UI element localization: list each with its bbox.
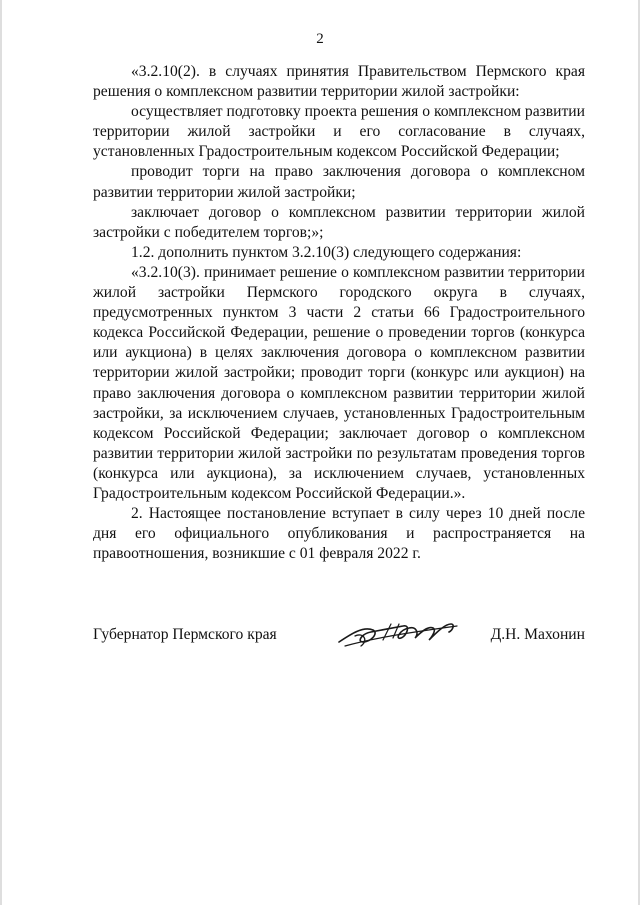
signatory-name: Д.Н. Махонин bbox=[490, 626, 585, 643]
paragraph: «3.2.10(3). принимает решение о комплексном развитии территории жилой застройки Пермского городского округа в случаях, предусмотренных пунктом 3 части 2 статьи 66 Градостроительного кодекса Российской Федерации, решение о проведении торгов (конкурса или аукциона) в целях заключения договора о комплексном развитии территории жилой застройки; проводит торги (конкурс или аукцион) на право заключения договора о комплексном развитии территории жилой застройки, за исключением случаев, установленных Градостроительным кодексом Российской Федерации; заключает договор о комплексном развитии территории жилой застройки по результатам проведения торгов (конкурса или аукциона), за исключением случаев, установленных Градостроительным кодексом Российской Федерации.». bbox=[93, 263, 585, 502]
signatory-position: Губернатор Пермского края bbox=[93, 626, 277, 643]
paragraph: проводит торги на право заключения договора о комплексном развитии территории жилой застройки; bbox=[93, 163, 585, 201]
paragraph: 2. Настоящее постановление вступает в силу через 10 дней после дня его официального опубликования и распространяется на правоотношения, возникшие с 01 февраля 2022 г. bbox=[93, 505, 585, 563]
paragraph: осуществляет подготовку проекта решения о комплексном развитии территории жилой застройки и его согласование в случаях, установленных Градостроительным кодексом Российской Федерации; bbox=[93, 103, 585, 161]
signature-block bbox=[93, 616, 585, 656]
paragraph: «3.2.10(2). в случаях принятия Правительством Пермского края решения о комплексном развитии территории жилой застройки: bbox=[93, 63, 585, 101]
document-body bbox=[93, 62, 585, 564]
page-edge-left bbox=[0, 0, 2, 905]
handwritten-signature bbox=[333, 612, 463, 654]
page-number: 2 bbox=[316, 31, 324, 47]
paragraph: 1.2. дополнить пунктом 3.2.10(3) следующего содержания: bbox=[131, 243, 522, 261]
paragraph: заключает договор о комплексном развитии территории жилой застройки с победителем торгов;»; bbox=[93, 203, 585, 241]
